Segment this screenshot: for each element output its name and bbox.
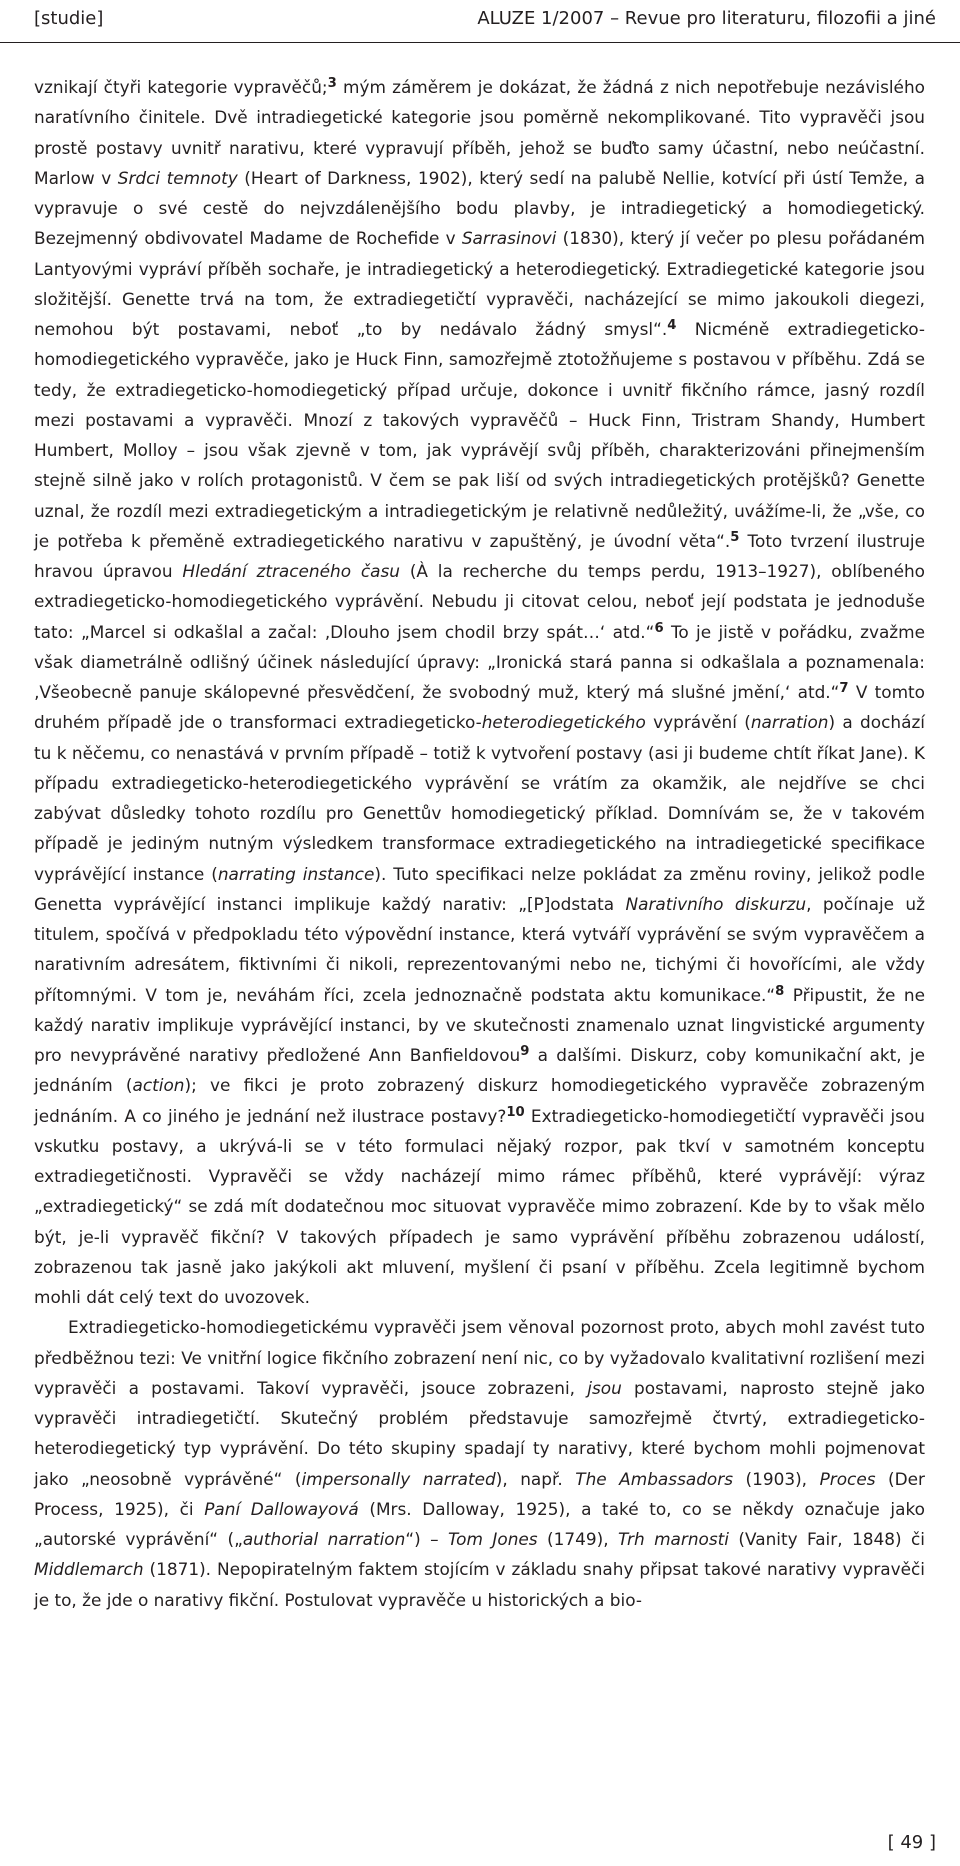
italic-term: authorial narration <box>242 1529 406 1549</box>
footnote-marker: 6 <box>654 620 664 636</box>
text-run: ). Tuto specifikaci nelze pokládat za změnu roviny, jelikož podle Genetta vyprávějící instanci implikuje každý narativ: „[P]odstata <box>34 863 925 914</box>
italic-term: The Ambassadors <box>575 1468 734 1489</box>
page-number: [ 49 ] <box>887 1832 936 1853</box>
italic-term: Tom Jones <box>447 1529 538 1549</box>
text-run: Toto tvrzení ilustruje hravou úpravou <box>34 530 925 581</box>
italic-term: narration <box>750 712 829 733</box>
text-run: (1830), který jí večer po plesu pořádaném Lantyovými vypráví příběh sochaře, je intradiegetický a heterodiegetický. Extradiegetické kategorie jsou složitější. Genette trvá na tom, že extradiegetičtí vypravěči, nacházející se mimo jakoukoli diegezi, nemohou být postavami, neboť „to by nedávalo žádný smysl“. <box>34 228 925 339</box>
text-run: ) a dochází tu k něčemu, co nenastává v prvním případě – totiž k vytvoření postavy (asi ji budeme chtít říkat Jane). K případu extradiegeticko-heterodiegetického vyprávění se vrátím za okamžik, ale nejdříve se chci zabývat důsledky tohoto rozdílu pro Genettův homodiegetický příklad. Domnívám se, že v takovém případě je jediným nutným výsledkem transformace extradiegetického na intradiegetické specifikace vyprávějící instance ( <box>34 712 926 884</box>
text-run: vznikají čtyři kategorie vypravěčů; <box>34 77 328 97</box>
italic-term: impersonally narrated <box>301 1468 496 1489</box>
text-run: Extradiegeticko-homodiegetičtí vypravěči jsou vskutku postavy, a ukrývá-li se v této formulaci nějaký rozpor, pak tkví v samotném konceptu extradiegetičnosti. Vypravěči se vždy nacházejí mimo rámec příběhů, které vyprávějí: výraz „extradiegetický“ se zdá mít dodatečnou moc situovat vypravěče mimo zobrazení. Kde by to však mělo být, je-li vypravěč fikční? V takových případech je samo vyprávění příběhu zobrazenou událostí, zobrazenou tak jasně jako jakýkoli akt mluvení, myšlení či psaní v příběhu. Zcela legitimně bychom mohli dát celý text do uvozovek. <box>34 1105 925 1307</box>
italic-term: narrating instance <box>217 863 375 884</box>
journal-title: ALUZE 1/2007 – Revue pro literaturu, filozofii a jiné <box>477 8 936 29</box>
italic-term: Proces <box>819 1468 876 1489</box>
text-run: vyprávění ( <box>645 712 751 733</box>
italic-term: Sarrasinovi <box>461 228 557 249</box>
italic-term: Hledání ztraceného času <box>182 561 401 581</box>
footnote-marker: 7 <box>839 681 849 697</box>
text-run: Připustit, že ne každý narativ implikuje vyprávějící instanci, by ve skutečnosti znamenalo uznat lingvistické argumenty pro nevyprávěné narativy předložené Ann Banfieldovou <box>34 984 925 1065</box>
text-run: , počínaje už titulem, spočívá v předpokladu této výpovědní instance, která vytváří vyprávění se svým vypravěčem a narativním adresátem, fiktivními či nikoli, reprezentovanými nebo ne, tichými či hovořícími, ale vždy přítomnými. V tom je, neváhám říci, zcela jednoznačně podstata aktu komunikace.“ <box>34 893 925 1005</box>
italic-term: jsou <box>587 1377 622 1398</box>
text-run: (Vanity Fair, 1848) či <box>728 1529 925 1549</box>
text-run: “) – <box>405 1529 448 1549</box>
italic-term: heterodiegetického <box>481 712 646 733</box>
italic-term: Paní Dallowayová <box>204 1498 359 1519</box>
footnote-marker: 4 <box>667 318 677 334</box>
text-run: (Mrs. Dalloway, 1925), a také to, co se někdy označuje jako „autorské vyprávění“ („ <box>34 1498 925 1549</box>
text-run: ), např. <box>495 1468 576 1489</box>
text-run: To je jistě v pořádku, zvažme však diametrálně odlišný účinek následující úpravy: „Ironická stará panna si odkašlala a poznamenala: ‚Všeobecně panuje skálopevné přesvědčení, že svobodný muž, který má slušné jmění,‘ atd.“ <box>34 621 925 702</box>
footnote-marker: 8 <box>775 983 785 999</box>
italic-term: Middlemarch <box>34 1559 144 1580</box>
text-run: (Heart of Darkness, 1902), který sedí na palubě Nellie, kotvící při ústí Temže, a vypravuje o své cestě do nejvzdálenějšího bodu plavby, je intradiegetický a homodiegetický. Bezejmenný obdivovatel Madame de Rochefide v <box>34 167 925 249</box>
text-run: Extradiegeticko-homodiegetickému vypravěči jsem věnoval pozornost proto, abych mohl zavést tuto předběžnou tezi: Ve vnitřní logice fikčního zobrazení není nic, co by vyžadovalo kvalitativní rozlišení mezi vypravěči a postavami. Takoví vypravěči, jsouce zobrazeni, <box>34 1317 925 1398</box>
text-run: ); ve fikci je proto zobrazený diskurz homodiegetického vypravěče zobrazeným jednáním. A co jiného je jednání než ilustrace postavy? <box>34 1075 925 1126</box>
footnote-marker: 9 <box>520 1044 530 1060</box>
footnote-marker: 5 <box>730 529 740 545</box>
italic-term: Narativního diskurzu <box>625 893 807 914</box>
footnote-marker: 10 <box>506 1104 525 1120</box>
text-run: postavami, naprosto stejně jako vypravěči intradiegetičtí. Skutečný problém představuje samozřejmě čtvrtý, extradiegeticko-heterodiegetický typ vyprávění. Do této skupiny spadají ty narativy, které bychom mohli pojmenovat jako „neosobně vyprávěné“ ( <box>34 1377 926 1489</box>
text-run: (1903), <box>733 1468 820 1489</box>
paragraph <box>34 72 925 1312</box>
article-body <box>34 72 925 1615</box>
text-run: (À la recherche du temps perdu, 1913–1927), oblíbeného extradiegeticko-homodiegetického vyprávění. Nebudu ji citovat celou, neboť její podstata je jednoduše tato: „Marcel si odkašlal a začal: ‚Dlouho jsem chodil brzy spát…‘ atd.“ <box>34 561 925 642</box>
running-header <box>0 0 960 43</box>
text-run: V tomto druhém případě jde o transformaci extradiegeticko- <box>34 682 925 733</box>
text-run: mým záměrem je dokázat, že žádná z nich nepotřebuje nezávislého naratívního činitele. Dvě intradiegetické kategorie jsou poměrně nekomplikované. Tito vypravěči jsou prostě postavy uvnitř narativu, které vypravují příběh, jehož se buďto samy účastní, nebo neúčastní. Marlow v <box>34 77 925 188</box>
paragraph <box>34 1312 925 1615</box>
footnote-marker: 3 <box>327 76 337 92</box>
section-label: [studie] <box>34 8 104 29</box>
text-run: Nicméně extradiegeticko-homodiegetického vypravěče, jako je Huck Finn, samozřejmě ztotožňujeme s postavou v příběhu. Zdá se tedy, že extradiegeticko-homodiegetický případ určuje, dokonce i uvnitř fikčního rámce, jasný rozdíl mezi postavami a vypravěči. Mnozí z takových vypravěčů – Huck Finn, Tristram Shandy, Humbert Humbert, Molloy – jsou však zjevně v tom, jak vyprávějí svůj příběh, charakterizováni přinejmenším stejně silně jako v rolích protagonistů. V čem se pak liší od svých intradiegetických protějšků? Genette uznal, že rozdíl mezi extradiegetickým a intradiegetickým je relativně nedůležitý, uvážíme-li, že „vše, co je potřeba k přeměně extradiegetického narativu v zapuštěný, je úvodní věta“. <box>34 319 925 551</box>
text-run: a dalšími. Diskurz, coby komunikační akt, je jednáním ( <box>34 1045 925 1096</box>
italic-term: action <box>132 1075 185 1096</box>
italic-term: Srdci temnoty <box>117 167 238 188</box>
text-run: (Der Process, 1925), či <box>34 1468 925 1519</box>
text-run: (1749), <box>537 1529 618 1549</box>
text-run: (1871). Nepopiratelným faktem stojícím v základu snahy připsat takové narativy vypravěči je to, že jde o narativy fikční. Postulovat vypravěče u historických a bio- <box>34 1559 925 1610</box>
italic-term: Trh marnosti <box>618 1529 729 1549</box>
